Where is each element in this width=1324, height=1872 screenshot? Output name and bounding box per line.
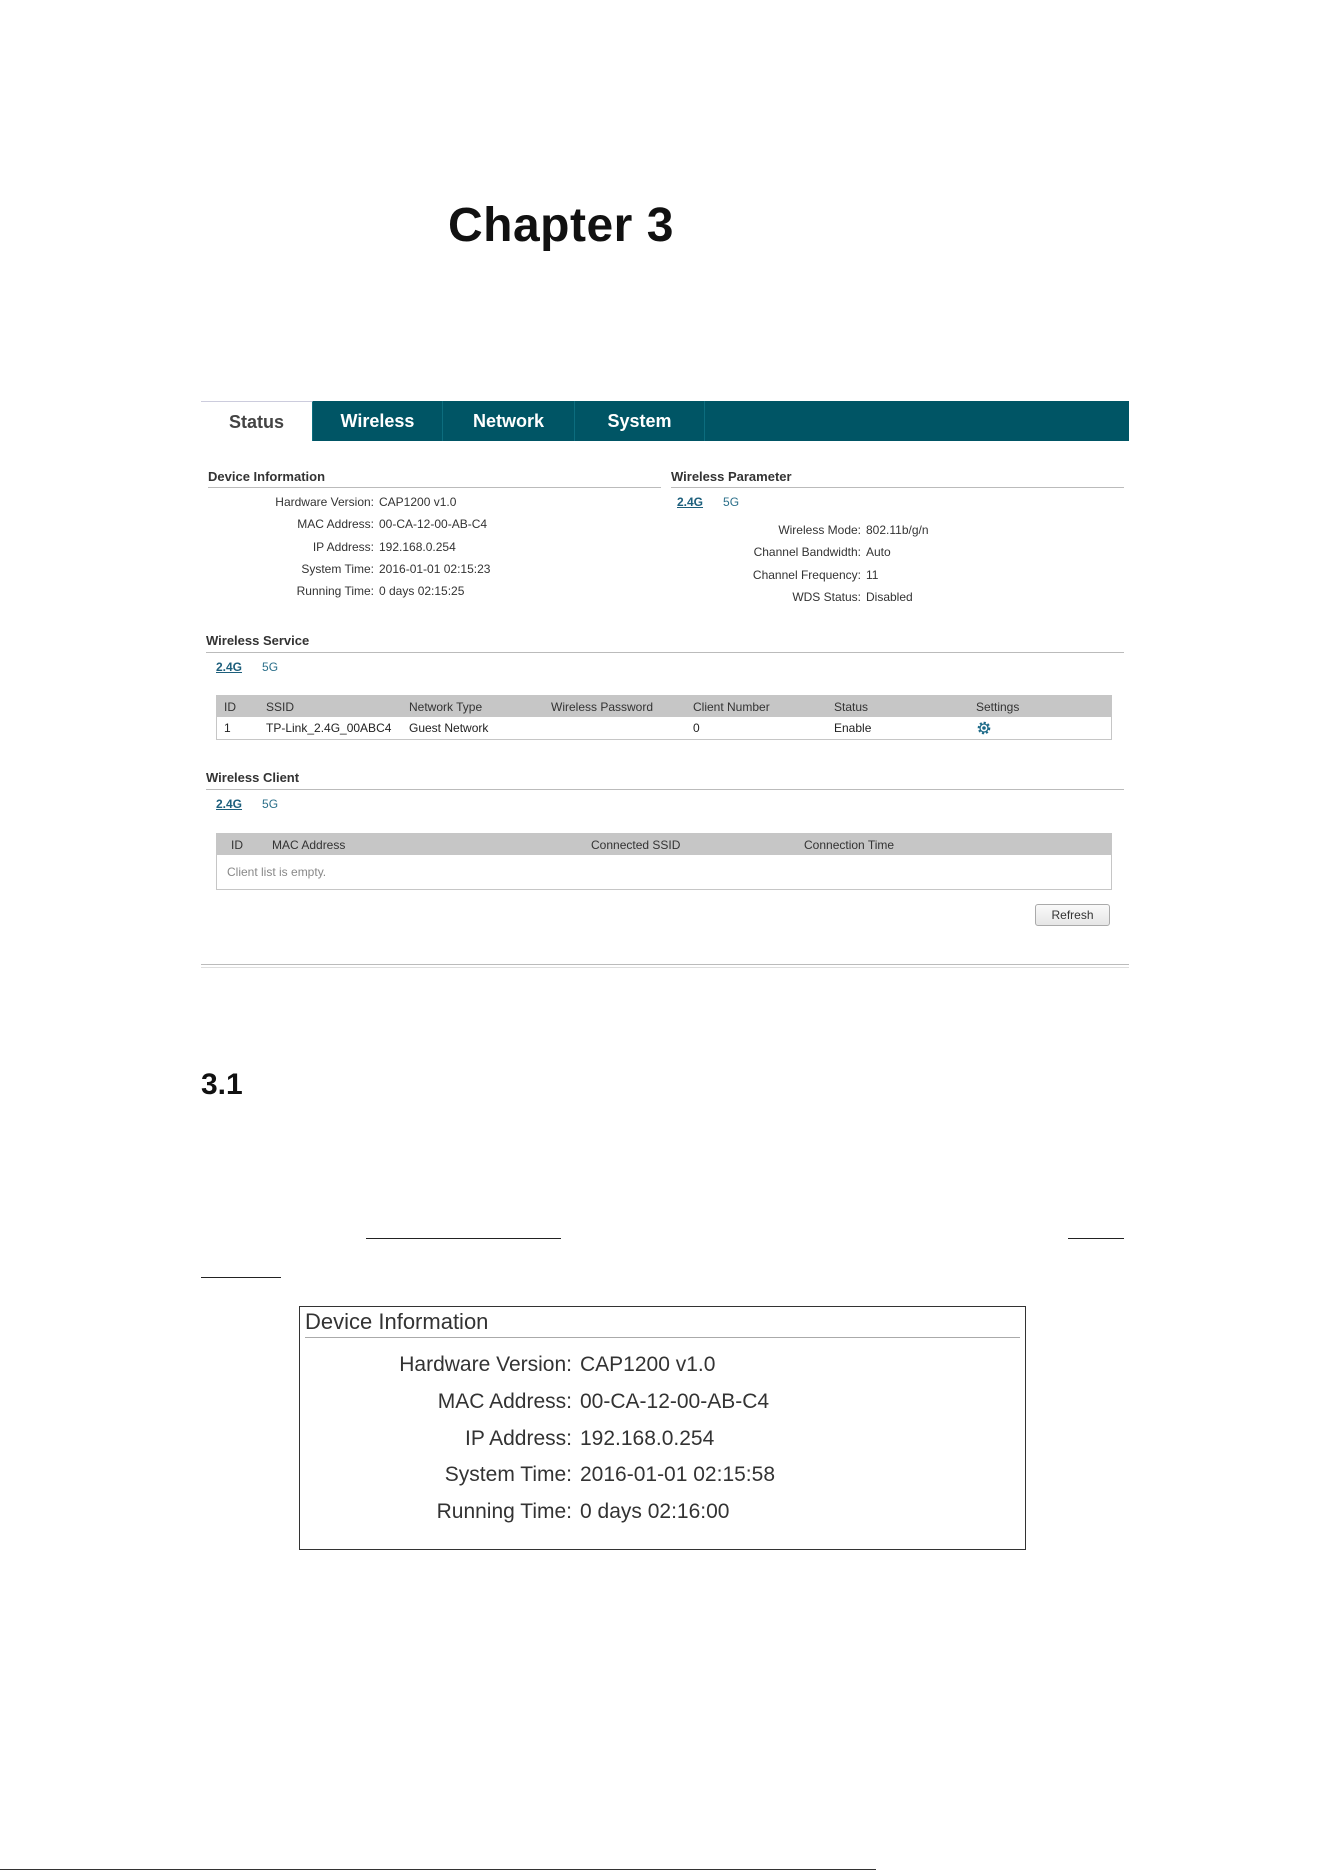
band-tab-2-4g[interactable]: 2.4G <box>677 495 704 509</box>
column-header-connected-ssid: Connected SSID <box>591 837 681 852</box>
zoom-divider <box>305 1337 1020 1338</box>
column-header-id: ID <box>224 699 236 714</box>
mac-address-value: 00-CA-12-00-AB-C4 <box>379 517 488 532</box>
zoom-running-time-value: 0 days 02:16:00 <box>580 1500 730 1524</box>
device-info-row <box>201 580 490 602</box>
wireless-param-row <box>671 564 929 586</box>
refresh-button[interactable]: Refresh <box>1035 904 1110 926</box>
device-info-row <box>201 491 490 513</box>
link-underline <box>366 1238 561 1239</box>
ip-address-label: IP Address: <box>312 539 374 554</box>
column-header-settings: Settings <box>976 699 1020 714</box>
wireless-param-title: Wireless Parameter <box>671 469 792 484</box>
zoom-info-row <box>300 1420 775 1457</box>
screenshot-bottom-divider <box>201 964 1129 968</box>
zoom-system-time-value: 2016-01-01 02:15:58 <box>580 1463 775 1487</box>
wireless-service-table <box>216 695 1112 740</box>
device-info-row <box>201 558 490 580</box>
section-number: 3.1 <box>201 1068 243 1101</box>
column-header-wireless-password: Wireless Password <box>551 699 654 714</box>
column-header-mac-address: MAC Address <box>272 837 346 852</box>
band-tab-5g[interactable]: 5G <box>262 797 279 811</box>
ip-address-value: 192.168.0.254 <box>379 539 456 554</box>
top-nav <box>201 401 1129 441</box>
device-info-list <box>201 491 490 602</box>
column-header-connection-time: Connection Time <box>804 837 895 852</box>
running-time-value: 0 days 02:15:25 <box>379 584 465 599</box>
zoom-mac-address-label: MAC Address: <box>437 1390 572 1414</box>
column-header-client-number: Client Number <box>693 699 770 714</box>
running-time-label: Running Time: <box>296 584 374 599</box>
wireless-client-band-tabs <box>216 797 278 811</box>
wireless-client-divider <box>206 789 1124 790</box>
channel-bandwidth-value: Auto <box>866 545 891 560</box>
band-tab-5g[interactable]: 5G <box>723 495 740 509</box>
cell-id: 1 <box>224 721 231 735</box>
page-footer-rule <box>0 1869 876 1870</box>
column-header-id: ID <box>231 837 243 852</box>
column-header-network-type: Network Type <box>409 699 483 714</box>
device-info-zoom-panel <box>299 1306 1026 1550</box>
wds-status-value: Disabled <box>866 590 913 605</box>
link-underline <box>1068 1238 1124 1239</box>
wireless-param-row <box>671 586 929 608</box>
tab-system[interactable]: System <box>575 401 705 441</box>
wireless-mode-label: Wireless Mode: <box>778 523 861 538</box>
system-time-label: System Time: <box>301 562 374 577</box>
channel-frequency-value: 11 <box>866 567 879 582</box>
column-header-status: Status <box>834 699 869 714</box>
zoom-system-time-label: System Time: <box>444 1463 572 1487</box>
wireless-client-table <box>216 833 1112 890</box>
cell-client-number: 0 <box>693 721 700 735</box>
zoom-device-info-title: Device Information <box>305 1309 489 1334</box>
band-tab-5g[interactable]: 5G <box>262 660 279 674</box>
zoom-ip-address-value: 192.168.0.254 <box>580 1426 715 1450</box>
gear-icon[interactable] <box>976 720 992 736</box>
wireless-client-title: Wireless Client <box>206 770 300 785</box>
table-header <box>217 696 1111 717</box>
tab-status[interactable]: Status <box>201 401 313 441</box>
zoom-device-info-list <box>300 1347 775 1530</box>
wds-status-label: WDS Status: <box>792 590 861 605</box>
table-row <box>217 717 1111 739</box>
device-info-divider <box>208 487 661 488</box>
cell-settings <box>969 720 1109 736</box>
hardware-version-label: Hardware Version: <box>275 495 374 510</box>
chapter-title: Chapter 3 <box>448 199 674 252</box>
cell-ssid: TP-Link_2.4G_00ABC4 <box>266 721 392 735</box>
status-page-screenshot <box>201 401 1129 969</box>
zoom-info-row <box>300 1457 775 1494</box>
zoom-info-row <box>300 1494 775 1531</box>
system-time-value: 2016-01-01 02:15:23 <box>379 562 491 577</box>
wireless-param-divider <box>671 487 1124 488</box>
wireless-service-band-tabs <box>216 660 278 674</box>
tab-wireless[interactable]: Wireless <box>313 401 443 441</box>
zoom-running-time-label: Running Time: <box>436 1500 572 1524</box>
device-info-title: Device Information <box>208 469 326 484</box>
zoom-info-row <box>300 1347 775 1384</box>
zoom-info-row <box>300 1384 775 1421</box>
table-header <box>217 834 1111 855</box>
wireless-param-row <box>671 541 929 563</box>
wireless-param-band-tabs <box>677 495 739 509</box>
client-list-empty-message: Client list is empty. <box>227 865 327 879</box>
wireless-mode-value: 802.11b/g/n <box>866 523 929 538</box>
link-underline <box>201 1277 281 1278</box>
wireless-param-row <box>671 519 929 541</box>
mac-address-label: MAC Address: <box>297 517 374 532</box>
cell-status: Enable <box>834 721 872 735</box>
wireless-service-title: Wireless Service <box>206 633 310 648</box>
wireless-param-list <box>671 519 929 608</box>
zoom-hardware-version-label: Hardware Version: <box>399 1353 572 1377</box>
band-tab-2-4g[interactable]: 2.4G <box>216 797 243 811</box>
device-info-row <box>201 536 490 558</box>
wireless-service-divider <box>206 652 1124 653</box>
device-info-row <box>201 513 490 535</box>
band-tab-2-4g[interactable]: 2.4G <box>216 660 243 674</box>
cell-network-type: Guest Network <box>409 721 489 735</box>
zoom-hardware-version-value: CAP1200 v1.0 <box>580 1353 716 1377</box>
channel-frequency-label: Channel Frequency: <box>752 567 861 582</box>
zoom-mac-address-value: 00-CA-12-00-AB-C4 <box>580 1390 770 1414</box>
column-header-ssid: SSID <box>266 699 295 714</box>
channel-bandwidth-label: Channel Bandwidth: <box>753 545 861 560</box>
tab-network[interactable]: Network <box>443 401 575 441</box>
zoom-ip-address-label: IP Address: <box>464 1426 572 1450</box>
hardware-version-value: CAP1200 v1.0 <box>379 495 457 510</box>
